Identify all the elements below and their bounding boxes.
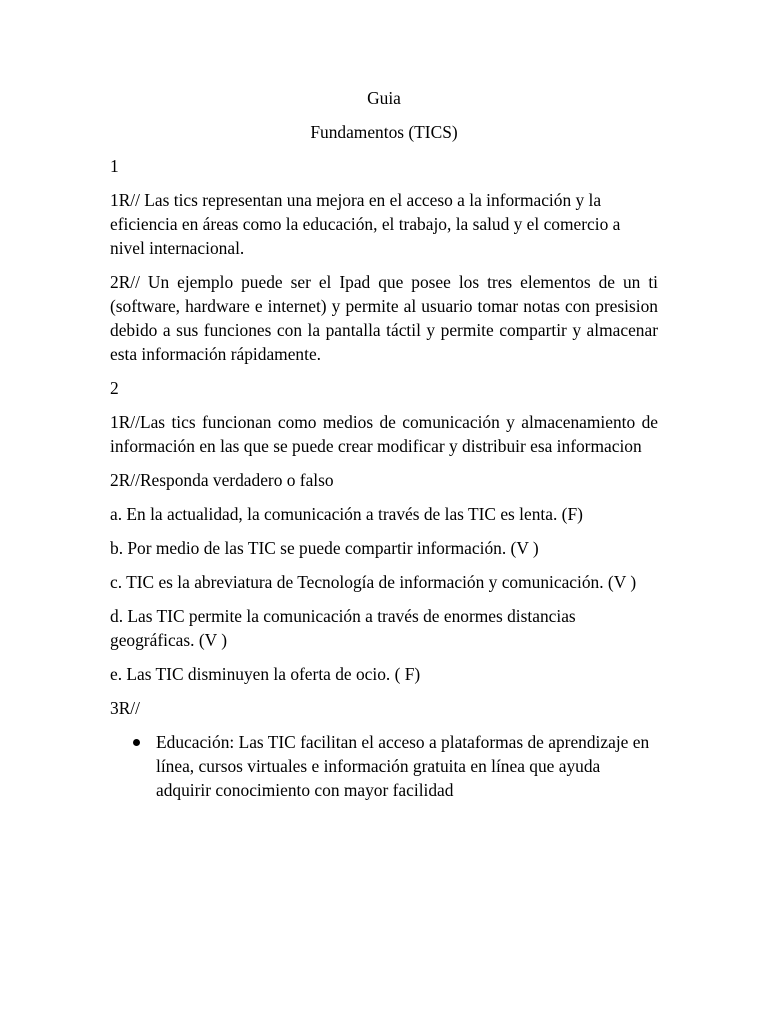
section-2-answer-3-heading: 3R// (110, 698, 140, 718)
document-title: Guia (367, 88, 401, 108)
statement-a: a. En la actualidad, la comunicación a través de las TIC es lenta. (F) (110, 504, 583, 524)
statement-b: b. Por medio de las TIC se puede compartir información. (V ) (110, 538, 539, 558)
section-2-answer-1: 1R//Las tics funcionan como medios de comunicación y almacenamiento de información en las que se puede crear modificar y distribuir esa informacion (110, 412, 658, 456)
document-subtitle: Fundamentos (TICS) (310, 122, 458, 142)
statement-c: c. TIC es la abreviatura de Tecnología de información y comunicación. (V ) (110, 572, 637, 592)
bullet-dot-icon (133, 739, 140, 746)
statement-d: d. Las TIC permite la comunicación a través de enormes distancias geográficas. (V ) (110, 606, 576, 650)
section-1-answer-2: 2R// Un ejemplo puede ser el Ipad que posee los tres elementos de un ti (software, hardware e internet) y permite al usuario tomar notas con presision debido a sus funciones con la pantalla táctil y permite compartir y almacenar esta información rápidamente. (110, 272, 658, 364)
bullet-item-education (156, 730, 658, 802)
section-1-answer-1: 1R// Las tics representan una mejora en el acceso a la información y la eficiencia en áreas como la educación, el trabajo, la salud y el comercio a nivel internacional. (110, 190, 621, 258)
section-2-number: 2 (110, 378, 119, 398)
bullet-item-text: Educación: Las TIC facilitan el acceso a plataformas de aprendizaje en línea, cursos virtuales e información gratuita en línea que ayuda adquirir conocimiento con mayor facilidad (156, 732, 650, 800)
bullet-list (110, 730, 658, 802)
section-1-number: 1 (110, 156, 119, 176)
section-2-answer-2-heading: 2R//Responda verdadero o falso (110, 470, 334, 490)
statement-e: e. Las TIC disminuyen la oferta de ocio. ( F) (110, 664, 421, 684)
